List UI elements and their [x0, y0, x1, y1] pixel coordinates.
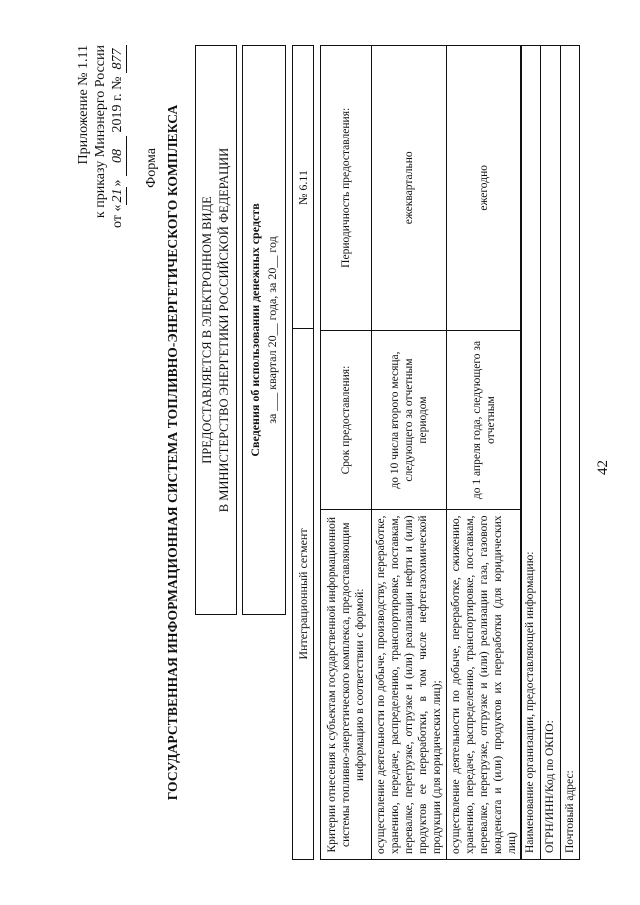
table-row	[372, 46, 447, 860]
org-address-label: Почтовый адрес:	[564, 770, 576, 853]
organization-box	[520, 45, 580, 860]
appendix-number: 877	[109, 45, 127, 73]
appendix-order: к приказу Минэнерго России	[93, 45, 108, 219]
ministry-box	[195, 45, 237, 615]
row-deadline: до 10 числа второго месяца, следующего за отчетным периодом	[372, 330, 447, 510]
ministry-line-1: ПРЕДОСТАВЛЯЕТСЯ В ЭЛЕКТРОННОМ ВИДЕ	[200, 196, 214, 464]
criteria-table	[320, 45, 522, 860]
header-frequency: Периодичность предоставления:	[321, 46, 372, 331]
table-header-row	[321, 46, 372, 860]
ministry-line-2: В МИНИСТЕРСТВО ЭНЕРГЕТИКИ РОССИЙСКОЙ ФЕДЕРАЦИИ	[217, 147, 231, 513]
appendix-date: от «21» 08 2019 г. № 877	[109, 45, 127, 228]
row-frequency: ежегодно	[447, 46, 522, 331]
info-title: Сведения об использовании денежных средств	[248, 203, 262, 457]
header-criteria: Критерии отнесения к субъектам государственной информационной системы топливно-энергетического комплекса, предоставляющим информацию в соответствии с формой:	[321, 510, 372, 860]
row-frequency: ежеквартально	[372, 46, 447, 331]
page-number: 42	[595, 460, 611, 475]
row-deadline: до 1 апреля года, следующего за отчетным	[447, 330, 522, 510]
form-label: Форма	[144, 148, 159, 188]
row-criteria: осуществление деятельности по добыче, производству, переработке, хранению, передаче, распределению, транспортировке, поставкам, перевалке, перегрузке, отгрузке и (или) реализации нефти и (или) продуктов ее переработки, в том числе нефтегазохимической продукции (для юридических лиц);	[372, 510, 447, 860]
info-box	[242, 45, 286, 615]
org-name-label: Наименование организации, предоставляющей информацию:	[521, 46, 541, 859]
segment-box	[292, 45, 314, 860]
appendix-day: 21	[110, 188, 125, 203]
header-deadline: Срок предоставления:	[321, 330, 372, 510]
appendix-block	[75, 45, 127, 228]
row-criteria: осуществление деятельности по добыче, переработке, сжижению, хранению, передаче, распределению, транспортировке, поставкам, перевалке, перегрузке, отгрузке и (или) реализации газа, газового конденсата и (или) продуктов их переработки (для юридических лиц)	[447, 510, 522, 860]
info-period: за ___ квартал 20__ года, за 20__ год	[265, 236, 279, 424]
segment-label: Интеграционный сегмент	[293, 328, 313, 859]
appendix-month: 08	[109, 136, 127, 176]
document-title: ГОСУДАРСТВЕННАЯ ИНФОРМАЦИОННАЯ СИСТЕМА ТОПЛИВНО-ЭНЕРГЕТИЧЕСКОГО КОМПЛЕКСА	[165, 104, 180, 801]
table-row	[447, 46, 522, 860]
segment-number: № 6.11	[296, 170, 310, 206]
org-ogrn-label: ОГРН/ИНН/Код по ОКПО:	[541, 46, 561, 859]
appendix-title: Приложение № 1.11	[76, 45, 91, 165]
